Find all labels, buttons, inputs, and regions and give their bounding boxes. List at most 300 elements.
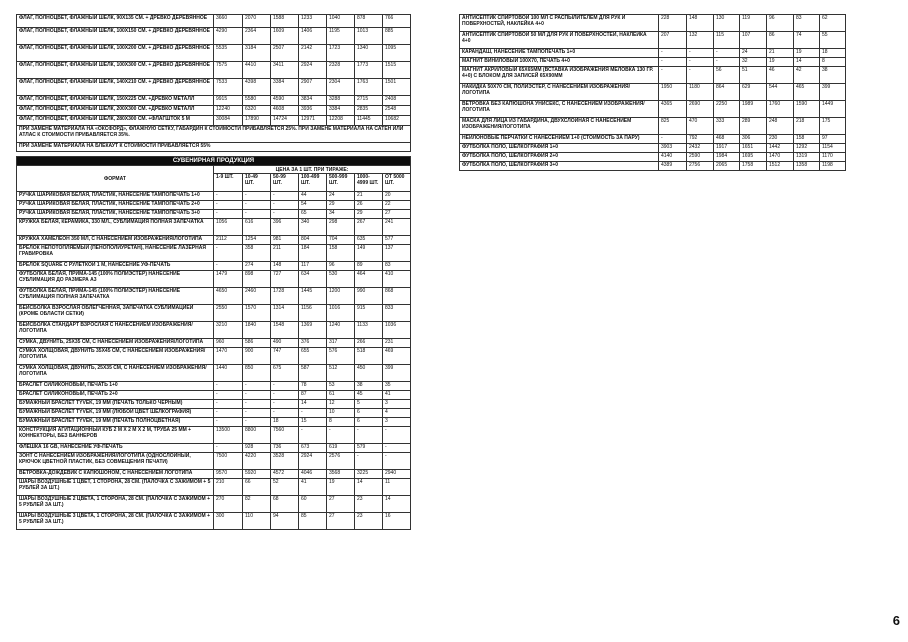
price-cell: 2715 bbox=[355, 96, 383, 106]
price-cell: 6320 bbox=[243, 106, 271, 116]
price-cell: 4046 bbox=[299, 470, 327, 479]
price-cell: 7575 bbox=[214, 62, 243, 79]
tier-header: 10-49 ШТ. bbox=[243, 174, 271, 192]
product-name: БУМАЖНЫЙ БРАСЛЕТ TYVEK, 19 ММ (ПЕЧАТЬ ТОЛЬКО ЧЕРНЫМ) bbox=[17, 400, 214, 409]
price-cell: 376 bbox=[299, 339, 327, 348]
price-cell: 3411 bbox=[271, 62, 299, 79]
price-cell: 44 bbox=[299, 192, 327, 201]
price-cell: 17890 bbox=[243, 116, 271, 126]
price-cell: 2328 bbox=[327, 62, 355, 79]
price-cell: 42 bbox=[794, 67, 820, 84]
product-name: ФУТБОЛКА ПОЛО, ШЕЛКОГРАФИЯ 2+0 bbox=[460, 153, 659, 162]
price-cell: 35 bbox=[383, 382, 411, 391]
price-cell: 1609 bbox=[271, 28, 299, 45]
price-cell: 1590 bbox=[794, 101, 820, 118]
price-cell: 210 bbox=[214, 479, 243, 496]
price-cell: 7560 bbox=[271, 427, 299, 444]
price-cell: 727 bbox=[271, 271, 299, 288]
price-cell: - bbox=[271, 201, 299, 210]
table-row bbox=[17, 339, 411, 348]
price-cell: 2690 bbox=[687, 101, 714, 118]
price-cell: 60 bbox=[299, 496, 327, 513]
price-cell: 673 bbox=[299, 444, 327, 453]
price-cell: 45 bbox=[355, 391, 383, 400]
price-cell: 110 bbox=[243, 513, 271, 530]
product-name: КРУЖКА ХАМЕЛЕОН 350 МЛ, С НАНЕСЕНИЕМ ИЗОБРАЖЕНИЯ/ЛОГОТИПА bbox=[17, 236, 214, 245]
price-cell: 82 bbox=[243, 496, 271, 513]
price-cell: - bbox=[383, 444, 411, 453]
price-cell: 1728 bbox=[271, 288, 299, 305]
tier-header: 1000-4999 ШТ. bbox=[355, 174, 383, 192]
price-cell: 14 bbox=[299, 400, 327, 409]
product-name: ФЛАГ, ПОЛНОЦВЕТ, ФЛАЖНЫЙ ШЕЛК, 100Х150 СМ. + ДРЕВКО ДЕРЕВЯННОЕ bbox=[17, 28, 214, 45]
price-cell: - bbox=[214, 245, 243, 262]
price-cell: 577 bbox=[383, 236, 411, 245]
price-cell: 3660 bbox=[214, 15, 243, 28]
table-row bbox=[17, 210, 411, 219]
price-cell: - bbox=[659, 49, 687, 58]
price-cell: - bbox=[214, 400, 243, 409]
price-cell: 89 bbox=[355, 262, 383, 271]
product-name: МАСКА ДЛЯ ЛИЦА ИЗ ГАБАРДИНА, ДВУХСЛОЙНАЯ С НАНЕСЕНИЕМ ИЗОБРАЖЕНИЯ/ЛОГОТИПА bbox=[460, 118, 659, 135]
table-row bbox=[17, 513, 411, 530]
price-cell: 1292 bbox=[794, 144, 820, 153]
price-cell: 2364 bbox=[243, 28, 271, 45]
price-cell: 1040 bbox=[327, 15, 355, 28]
table-row bbox=[17, 288, 411, 305]
price-cell: 2112 bbox=[214, 236, 243, 245]
price-cell: 878 bbox=[355, 15, 383, 28]
price-cell: 96 bbox=[327, 262, 355, 271]
price-cell: 616 bbox=[243, 219, 271, 236]
price-cell: 32 bbox=[740, 58, 767, 67]
price-cell: 634 bbox=[299, 271, 327, 288]
price-cell: 1570 bbox=[243, 305, 271, 322]
price-cell: 885 bbox=[383, 28, 411, 45]
price-cell: 175 bbox=[820, 118, 846, 135]
price-cell: 3384 bbox=[327, 106, 355, 116]
price-cell: 2432 bbox=[687, 144, 714, 153]
price-cell: 14 bbox=[355, 479, 383, 496]
price-cell: - bbox=[271, 409, 299, 418]
price-cell: 2940 bbox=[383, 470, 411, 479]
product-name: ФЛАГ, ПОЛНОЦВЕТ, ФЛАЖНЫЙ ШЕЛК, 100Х300 СМ. + ДРЕВКО ДЕРЕВЯННОЕ bbox=[17, 62, 214, 79]
price-cell: 5535 bbox=[214, 45, 243, 62]
price-cell: 915 bbox=[355, 305, 383, 322]
price-cell: - bbox=[355, 453, 383, 470]
price-cell: 1358 bbox=[794, 162, 820, 171]
product-name: ШАРЫ ВОЗДУШНЫЕ 2 ЦВЕТА, 1 СТОРОНА, 28 СМ. (ПАЛОЧКА С ЗАЖИМОМ + 5 РУБЛЕЙ ЗА ШТ.) bbox=[17, 496, 214, 513]
price-cell: 29 bbox=[327, 201, 355, 210]
price-cell: 12240 bbox=[214, 106, 243, 116]
price-cell: 4410 bbox=[243, 62, 271, 79]
price-cell: 1198 bbox=[820, 162, 846, 171]
price-cell: 1340 bbox=[355, 45, 383, 62]
price-cell: - bbox=[214, 418, 243, 427]
price-cell: 960 bbox=[214, 339, 243, 348]
price-cell: - bbox=[214, 444, 243, 453]
price-cell: 34 bbox=[327, 210, 355, 219]
price-cell: 747 bbox=[271, 348, 299, 365]
tier-header: 500-999 ШТ. bbox=[327, 174, 355, 192]
table-row bbox=[17, 245, 411, 262]
price-cell: 1512 bbox=[767, 162, 794, 171]
table-row bbox=[17, 45, 411, 62]
product-name: ФУТБОЛКА БЕЛАЯ, ПРИМА-145 (100% ПОЛИЭСТЕР) НАНЕСЕНИЕ СУБЛИМАЦИЯ ПОЛНАЯ ЗАПЕЧАТКА bbox=[17, 288, 214, 305]
price-cell: 27 bbox=[327, 513, 355, 530]
price-cell: 21 bbox=[355, 192, 383, 201]
price-cell: 469 bbox=[383, 348, 411, 365]
price-cell: 83 bbox=[794, 15, 820, 32]
price-cell: 2835 bbox=[355, 106, 383, 116]
price-cell: 207 bbox=[659, 32, 687, 49]
price-cell: 228 bbox=[659, 15, 687, 32]
price-cell: 619 bbox=[327, 444, 355, 453]
flag-rows bbox=[17, 15, 411, 126]
product-name: КОНСТРУКЦИЯ АГИТАЦИОННЫЙ КУБ 2 М Х 2 М Х 2 М, ТРУБА 25 ММ + КОННЕКТОРЫ, БЕЗ БАННЕРОВ bbox=[17, 427, 214, 444]
price-cell: 2250 bbox=[714, 101, 740, 118]
price-cell: 3225 bbox=[355, 470, 383, 479]
price-cell: 14 bbox=[383, 496, 411, 513]
price-cell: 317 bbox=[327, 339, 355, 348]
price-cell: - bbox=[383, 453, 411, 470]
product-name: ФЛАГ, ПОЛНОЦВЕТ, ФЛАЖНЫЙ ШЕЛК, 90Х135 СМ. + ДРЕВКО ДЕРЕВЯННОЕ bbox=[17, 15, 214, 28]
product-name: РУЧКА ШАРИКОВАЯ БЕЛАЯ, ПЛАСТИК, НАНЕСЕНИЕ ТАМПОПЕЧАТЬ 1+0 bbox=[17, 192, 214, 201]
table-row bbox=[17, 262, 411, 271]
price-cell: 3384 bbox=[271, 79, 299, 96]
table-row bbox=[17, 382, 411, 391]
product-name: ФУТБОЛКА БЕЛАЯ, ПРИМА-145 (100% ПОЛИЭСТЕР) НАНЕСЕНИЕ СУБЛИМАЦИЯ ДО РАЗМЕРА А3 bbox=[17, 271, 214, 288]
price-cell: - bbox=[243, 201, 271, 210]
price-cell: 399 bbox=[820, 84, 846, 101]
price-cell: 41 bbox=[383, 391, 411, 400]
price-cell: 10682 bbox=[383, 116, 411, 126]
price-cell: - bbox=[271, 400, 299, 409]
tier-header: 50-99 ШТ. bbox=[271, 174, 299, 192]
product-name: ШАРЫ ВОЗДУШНЫЕ 3 ЦВЕТА, 1 СТОРОНА, 28 СМ. (ПАЛОЧКА С ЗАЖИМОМ + 5 РУБЛЕЙ ЗА ШТ.) bbox=[17, 513, 214, 530]
price-cell: 655 bbox=[299, 348, 327, 365]
price-cell: 12971 bbox=[299, 116, 327, 126]
price-cell: 66 bbox=[243, 479, 271, 496]
price-cell: 518 bbox=[355, 348, 383, 365]
price-cell: 4290 bbox=[214, 28, 243, 45]
table-row bbox=[17, 365, 411, 382]
product-name: ФЛАГ, ПОЛНОЦВЕТ, ФЛАЖНЫЙ ШЕЛК, 280Х300 СМ. +ФЛАГШТОК 5 М bbox=[17, 116, 214, 126]
table-row bbox=[460, 15, 846, 32]
price-cell: 16 bbox=[383, 513, 411, 530]
product-name: АНТИСЕПТИК СПИРТОВОЙ 50 МЛ ДЛЯ РУК И ПОВЕРХНОСТЕЙ, НАКЛЕЙКА 4+0 bbox=[460, 32, 659, 49]
price-cell: - bbox=[659, 67, 687, 84]
price-cell: 211 bbox=[271, 245, 299, 262]
price-cell: 1195 bbox=[327, 28, 355, 45]
price-cell: 55 bbox=[820, 32, 846, 49]
right-rows bbox=[460, 15, 846, 171]
table-row bbox=[460, 162, 846, 171]
price-cell: - bbox=[687, 49, 714, 58]
price-cell: - bbox=[299, 409, 327, 418]
product-name: РУЧКА ШАРИКОВАЯ БЕЛАЯ, ПЛАСТИК, НАНЕСЕНИЕ ТАМПОПЕЧАТЬ 3+0 bbox=[17, 210, 214, 219]
format-header: ФОРМАТ bbox=[17, 166, 214, 192]
table-row bbox=[17, 62, 411, 79]
table-row bbox=[17, 219, 411, 236]
price-cell: - bbox=[214, 409, 243, 418]
price-cell: 1588 bbox=[271, 15, 299, 28]
table-row bbox=[460, 144, 846, 153]
price-cell: 7533 bbox=[214, 79, 243, 96]
price-cell: 2576 bbox=[327, 453, 355, 470]
price-cell: - bbox=[659, 135, 687, 144]
price-cell: 990 bbox=[355, 288, 383, 305]
price-cell: 97 bbox=[820, 135, 846, 144]
table-row bbox=[17, 192, 411, 201]
price-cell: 1840 bbox=[243, 322, 271, 339]
price-cell: 4398 bbox=[243, 79, 271, 96]
price-cell: 1240 bbox=[327, 322, 355, 339]
price-cell: 68 bbox=[271, 496, 299, 513]
product-name: АНТИСЕПТИК СПИРТОВОЙ 100 МЛ С РАСПЫЛИТЕЛЕМ ДЛЯ РУК И ПОВЕРХНОСТЕЙ, НАКЛЕЙКА 4+0 bbox=[460, 15, 659, 32]
price-cell: 2924 bbox=[299, 62, 327, 79]
price-cell: 54 bbox=[299, 201, 327, 210]
price-cell: 3834 bbox=[299, 96, 327, 106]
price-cell: 1917 bbox=[714, 144, 740, 153]
price-cell: 21 bbox=[767, 49, 794, 58]
table-row bbox=[460, 118, 846, 135]
price-cell: - bbox=[214, 192, 243, 201]
price-cell: 981 bbox=[271, 236, 299, 245]
price-cell: 12 bbox=[327, 400, 355, 409]
table-row bbox=[17, 271, 411, 288]
price-cell: 4140 bbox=[659, 153, 687, 162]
table-row bbox=[17, 96, 411, 106]
table-row bbox=[17, 479, 411, 496]
price-cell: 4572 bbox=[271, 470, 299, 479]
price-cell: 1989 bbox=[740, 101, 767, 118]
table-row bbox=[17, 201, 411, 210]
product-name: ФЛАГ, ПОЛНОЦВЕТ, ФЛАЖНЫЙ ШЕЛК, 150Х225 СМ. +ДРЕВКО МЕТАЛЛ bbox=[17, 96, 214, 106]
price-cell: 1170 bbox=[820, 153, 846, 162]
price-cell: 61 bbox=[327, 391, 355, 400]
price-cell: 396 bbox=[271, 219, 299, 236]
table-row bbox=[460, 101, 846, 118]
price-cell: 298 bbox=[327, 219, 355, 236]
price-cell: - bbox=[687, 67, 714, 84]
price-cell: 470 bbox=[687, 118, 714, 135]
price-cell: 8 bbox=[820, 58, 846, 67]
price-cell: - bbox=[243, 210, 271, 219]
price-cell: 46 bbox=[767, 67, 794, 84]
price-cell: 5 bbox=[355, 400, 383, 409]
price-cell: 1470 bbox=[214, 348, 243, 365]
price-cell: 850 bbox=[243, 365, 271, 382]
price-cell: 3 bbox=[383, 400, 411, 409]
price-cell: - bbox=[271, 391, 299, 400]
price-cell: 62 bbox=[820, 15, 846, 32]
price-cell: - bbox=[243, 382, 271, 391]
price-cell: 1651 bbox=[740, 144, 767, 153]
price-cell: 19 bbox=[767, 58, 794, 67]
price-cell: 87 bbox=[299, 391, 327, 400]
price-cell: 5920 bbox=[243, 470, 271, 479]
price-cell: 2590 bbox=[687, 153, 714, 162]
price-cell: 30084 bbox=[214, 116, 243, 126]
price-cell: 1950 bbox=[659, 84, 687, 101]
table-row bbox=[460, 32, 846, 49]
price-cell: 900 bbox=[243, 348, 271, 365]
price-cell: 1133 bbox=[355, 322, 383, 339]
price-cell: 804 bbox=[299, 236, 327, 245]
table-row bbox=[17, 116, 411, 126]
price-cell: 1406 bbox=[299, 28, 327, 45]
price-cell: 20 bbox=[383, 192, 411, 201]
price-cell: 27 bbox=[327, 496, 355, 513]
price-cell: 266 bbox=[355, 339, 383, 348]
price-cell: 38 bbox=[820, 67, 846, 84]
table-row bbox=[460, 135, 846, 144]
price-cell: 11445 bbox=[355, 116, 383, 126]
table-row bbox=[460, 153, 846, 162]
price-per-unit-header: ЦЕНА ЗА 1 ШТ. ПРИ ТИРАЖЕ: bbox=[214, 166, 411, 174]
table-row bbox=[17, 28, 411, 45]
price-cell: 74 bbox=[794, 32, 820, 49]
price-cell: 1016 bbox=[327, 305, 355, 322]
product-name: БРАСЛЕТ СИЛИКОНОВЫЙ, ПЕЧАТЬ 2+0 bbox=[17, 391, 214, 400]
table-row bbox=[17, 236, 411, 245]
price-cell: 3568 bbox=[327, 470, 355, 479]
price-cell: 2907 bbox=[299, 79, 327, 96]
price-cell: 1763 bbox=[355, 79, 383, 96]
price-cell: 2304 bbox=[327, 79, 355, 96]
price-cell: 19 bbox=[794, 49, 820, 58]
product-name: МАГНИТ ВИНИЛОВЫЙ 100Х70, ПЕЧАТЬ 4+0 bbox=[460, 58, 659, 67]
price-cell: 11 bbox=[383, 479, 411, 496]
price-cell: 1479 bbox=[214, 271, 243, 288]
price-cell: 18 bbox=[820, 49, 846, 58]
price-cell: - bbox=[243, 418, 271, 427]
product-name: ФУТБОЛКА ПОЛО, ШЕЛКОГРАФИЯ 1+0 bbox=[460, 144, 659, 153]
price-cell: 5580 bbox=[243, 96, 271, 106]
product-name: ФЛАГ, ПОЛНОЦВЕТ, ФЛАЖНЫЙ ШЕЛК, 200Х300 СМ. +ДРЕВКО МЕТАЛЛ bbox=[17, 106, 214, 116]
price-cell: 450 bbox=[355, 365, 383, 382]
price-cell: - bbox=[243, 391, 271, 400]
table-row bbox=[460, 84, 846, 101]
price-cell: 1319 bbox=[794, 153, 820, 162]
price-cell: 2924 bbox=[299, 453, 327, 470]
price-cell: 579 bbox=[355, 444, 383, 453]
table-row bbox=[17, 322, 411, 339]
price-cell: 1773 bbox=[355, 62, 383, 79]
price-cell: 38 bbox=[355, 382, 383, 391]
price-cell: 1440 bbox=[214, 365, 243, 382]
product-name: НЕЙЛОНОВЫЕ ПЕРЧАТКИ С НАНЕСЕНИЕМ 1+0 (СТОИМОСТЬ ЗА ПАРУ) bbox=[460, 135, 659, 144]
price-cell: 158 bbox=[327, 245, 355, 262]
price-cell: 14724 bbox=[271, 116, 299, 126]
price-cell: 1758 bbox=[740, 162, 767, 171]
price-cell: 7500 bbox=[214, 453, 243, 470]
price-cell: 898 bbox=[243, 271, 271, 288]
price-cell: - bbox=[214, 382, 243, 391]
table-row bbox=[17, 496, 411, 513]
price-cell: 12208 bbox=[327, 116, 355, 126]
price-cell: 3528 bbox=[271, 453, 299, 470]
price-cell: 1515 bbox=[383, 62, 411, 79]
price-cell: 399 bbox=[383, 365, 411, 382]
price-cell: 1013 bbox=[355, 28, 383, 45]
price-cell: 96 bbox=[767, 15, 794, 32]
price-cell: 270 bbox=[214, 496, 243, 513]
price-cell: 231 bbox=[383, 339, 411, 348]
table-row bbox=[460, 67, 846, 84]
price-cell: 2070 bbox=[243, 15, 271, 28]
price-cell: 825 bbox=[659, 118, 687, 135]
price-cell: 1180 bbox=[687, 84, 714, 101]
price-cell: 8800 bbox=[243, 427, 271, 444]
note-blackout: ПРИ ЗАМЕНЕ МАТЕРИАЛА НА БЛЕКАУТ К СТОИМОСТИ ПРИБАВЛЯЕТСЯ 55% bbox=[17, 143, 411, 152]
souvenir-rows bbox=[17, 192, 411, 530]
price-cell: 41 bbox=[299, 479, 327, 496]
table-row bbox=[17, 470, 411, 479]
price-cell: 26 bbox=[355, 201, 383, 210]
product-name: НАКИДКА 50Х70 СМ, ПОЛИЭСТЕР, С НАНЕСЕНИЕМ ИЗОБРАЖЕНИЯ/ ЛОГОТИПА bbox=[460, 84, 659, 101]
section-title: СУВЕНИРНАЯ ПРОДУКЦИЯ bbox=[17, 157, 411, 166]
price-cell: 53 bbox=[327, 382, 355, 391]
product-name: КРУЖКА БЕЛАЯ, КЕРАМИКА, 330 МЛ., СУБЛИМАЦИЯ ПОЛНАЯ ЗАПЕЧАТКА bbox=[17, 219, 214, 236]
product-name: БРЕЛОК SQUARE С РУЛЕТКОЙ 1 М, НАНЕСЕНИЕ УФ-ПЕЧАТЬ bbox=[17, 262, 214, 271]
price-cell: 274 bbox=[243, 262, 271, 271]
price-cell: 576 bbox=[327, 348, 355, 365]
product-name: БЕЙСБОЛКА СТАНДАРТ ВЗРОСЛАЯ С НАНЕСЕНИЕМ ИЗОБРАЖЕНИЯ/ЛОГОТИПА bbox=[17, 322, 214, 339]
product-name: ФЛАГ, ПОЛНОЦВЕТ, ФЛАЖНЫЙ ШЕЛК, 140Х210 СМ. + ДРЕВКО ДЕРЕВЯННОЕ bbox=[17, 79, 214, 96]
price-cell: 24 bbox=[327, 192, 355, 201]
price-cell: 333 bbox=[714, 118, 740, 135]
price-cell: 158 bbox=[794, 135, 820, 144]
price-cell: 2065 bbox=[714, 162, 740, 171]
product-name: БРАСЛЕТ СИЛИКОНОВЫЙ, ПЕЧАТЬ 1+0 bbox=[17, 382, 214, 391]
price-cell: 78 bbox=[299, 382, 327, 391]
price-cell: 241 bbox=[383, 219, 411, 236]
price-cell: 410 bbox=[383, 271, 411, 288]
price-cell: - bbox=[271, 210, 299, 219]
price-cell: 6 bbox=[355, 418, 383, 427]
price-cell: 4365 bbox=[659, 101, 687, 118]
price-cell: 289 bbox=[740, 118, 767, 135]
price-cell: 2142 bbox=[299, 45, 327, 62]
price-cell: 1233 bbox=[299, 15, 327, 28]
product-name: ВЕТРОВКА-ДОЖДЕВИК С КАПЮШОНОМ, С НАНЕСЕНИЕМ ЛОГОТИПА bbox=[17, 470, 214, 479]
price-cell: 1449 bbox=[820, 101, 846, 118]
price-cell: 3210 bbox=[214, 322, 243, 339]
table-row bbox=[17, 348, 411, 365]
price-cell: 2507 bbox=[271, 45, 299, 62]
product-name: СУМКА ХОЛЩОВАЯ, ДВУНИТЬ, 25Х35 СМ, С НАНЕСЕНИЕМ ИЗОБРАЖЕНИЯ/ЛОГОТИПА bbox=[17, 365, 214, 382]
price-cell: 1470 bbox=[767, 153, 794, 162]
price-cell: 119 bbox=[740, 15, 767, 32]
price-cell: 15 bbox=[299, 418, 327, 427]
price-cell: 1200 bbox=[327, 288, 355, 305]
price-cell: 864 bbox=[714, 84, 740, 101]
price-cell: 132 bbox=[687, 32, 714, 49]
price-cell: 4590 bbox=[271, 96, 299, 106]
price-cell: 2550 bbox=[214, 305, 243, 322]
tier-header: ОТ 5000 ШТ. bbox=[383, 174, 411, 192]
price-cell: 86 bbox=[767, 32, 794, 49]
price-cell: 65 bbox=[299, 210, 327, 219]
price-cell: 1156 bbox=[299, 305, 327, 322]
table-row bbox=[17, 427, 411, 444]
product-name: РУЧКА ШАРИКОВАЯ БЕЛАЯ, ПЛАСТИК, НАНЕСЕНИЕ ТАМПОПЕЧАТЬ 2+0 bbox=[17, 201, 214, 210]
price-cell: 148 bbox=[687, 15, 714, 32]
price-cell: 4389 bbox=[659, 162, 687, 171]
price-cell: 1695 bbox=[740, 153, 767, 162]
